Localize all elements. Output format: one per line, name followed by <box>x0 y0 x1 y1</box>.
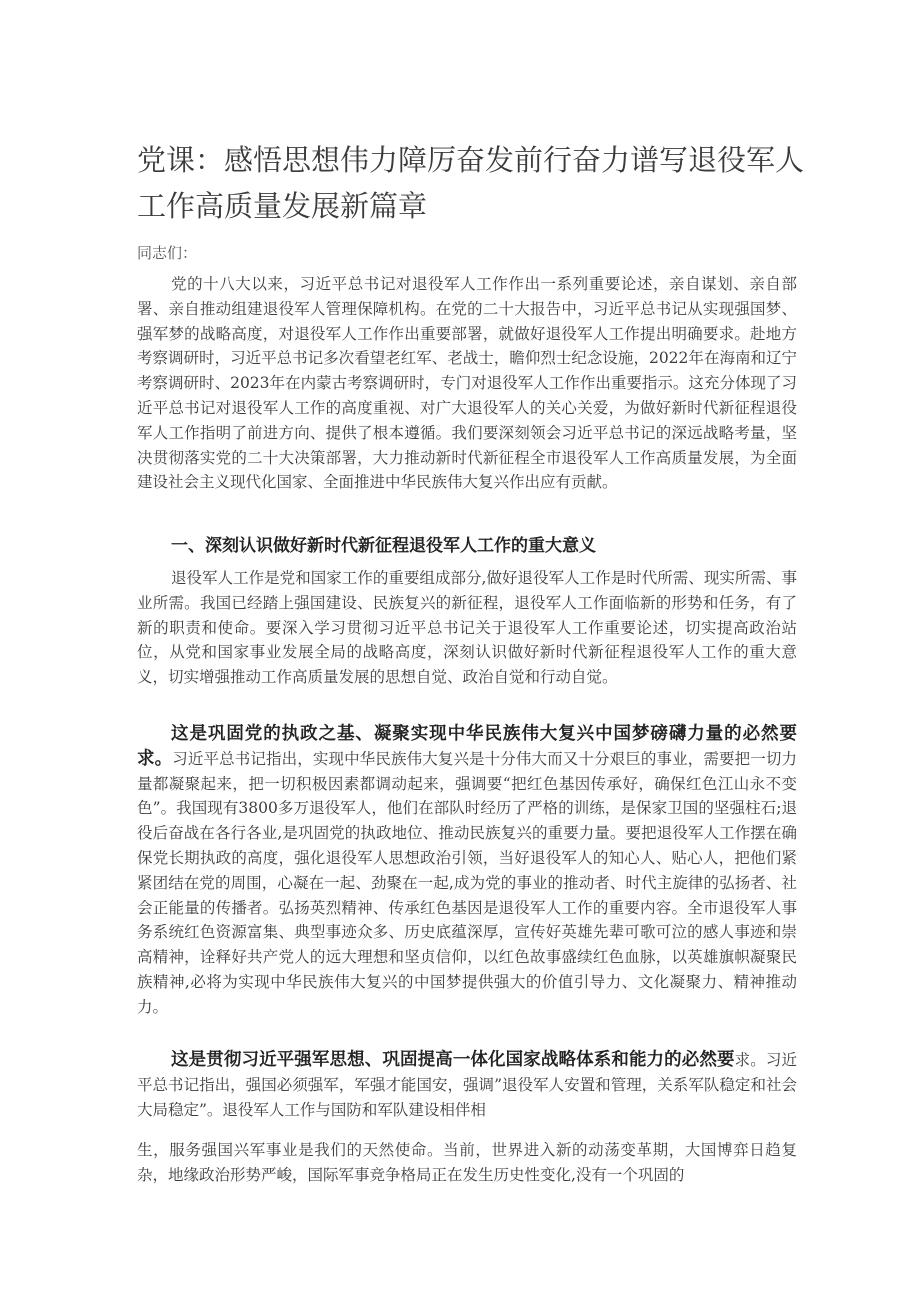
section-heading-1: 一、深刻认识做好新时代新征程退役军人工作的重大意义 <box>171 536 596 556</box>
point2-lead-tail: 求。 <box>734 1051 766 1069</box>
salutation: 同志们： <box>137 244 198 262</box>
point1-body: 习近平总书记指出，实现中华民族伟大复兴是十分伟大而又十分艰巨的事业，需要把一切力量都凝聚起来，把一切积极因素都调动起来，强调要“把红色基因传承好，确保红色江山永不变色”。我国现有3800多万退役军人，他们在部队时经历了严格的训练，是保家卫国的坚强柱石;退役后奋战在各行各业,是巩固党的执政地位、推动民族复兴的重要力量。要把退役军人工作摆在确保党长期执政的高度，强化退役军人思想政治引领，当好退役军人的知心人、贴心人，把他们紧紧团结在党的周围，心凝在一起、劲聚在一起,成为党的事业的推动者、时代主旋律的弘扬者、社会正能量的传播者。弘扬英烈精神、传承红色基因是退役军人工作的重要内容。全市退役军人事务系统红色资源富集、典型事迹众多、历史底蕴深厚，宣传好英雄先辈可歌可泣的感人事迹和崇高精神，诠释好共产党人的远大理想和坚贞信仰，以红色故事盛续红色血脉，以英雄旗帜凝聚民族精神,必将为实现中华民族伟大复兴的中国梦提供强大的价值引导力、文化凝聚力、精神推动力。 <box>137 749 797 1016</box>
section1-paragraph: 退役军人工作是党和国家工作的重要组成部分,做好退役军人工作是时代所需、现实所需、事业所需。我国已经踏上强国建设、民族复兴的新征程，退役军人工作面临新的形势和任务，有了新的职责和使命。要深入学习贯彻习近平总书记关于退役军人工作重要论述，切实提高政治站位，从党和国家事业发展全局的战略高度，深刻认识做好新时代新征程退役军人工作的重大意义，切实增强推动工作高质量发展的思想自觉、政治自觉和行动自觉。 <box>137 569 797 687</box>
point2-lead: 这是贯彻习近平强军思想、巩固提高一体化国家战略体系和能力的必然要 <box>171 1050 735 1070</box>
point2-body-a: 习近平总书记指出，强国必须强军，军强才能国安，强调”退役军人安置和管理，关系军队稳定和社会大局稳定”。退役军人工作与国防和军队建设相伴相 <box>137 1051 797 1119</box>
point1-lead: 这是巩固党的执政之基、凝聚实现中华民族伟大复兴中国梦磅礴力量的必然要求。 <box>137 724 797 769</box>
page-title: 党课：感悟思想伟力障厉奋发前行奋力谱写退役军人工作高质量发展新篇章 <box>137 143 805 223</box>
intro-paragraph: 党的十八大以来，习近平总书记对退役军人工作作出一系列重要论述，亲自谋划、亲自部署、亲自推动组建退役军人管理保障机构。在党的二十大报告中，习近平总书记从实现强国梦、强军梦的战略高度，对退役军人工作作出重要部署，就做好退役军人工作提出明确要求。赴地方考察调研时，习近平总书记多次看望老红军、老战士，瞻仰烈士纪念设施，2022年在海南和辽宁考察调研时、2023年在内蒙古考察调研时，专门对退役军人工作作出重要指示。这充分体现了习近平总书记对退役军人工作的高度重视、对广大退役军人的关心关爱，为做好新时代新征程退役军人工作指明了前进方向、提供了根本遵循。我们要深刻领会习近平总书记的深远战略考量，坚决贯彻落实党的二十大决策部署，大力推动新时代新征程全市退役军人工作高质量发展，为全面建设社会主义现代化国家、全面推进中华民族伟大复兴作出应有贡献。 <box>137 275 797 492</box>
point2-continuation: 生，服务强国兴军事业是我们的天然使命。当前，世界进入新的动荡变革期，大国博弈日趋复杂，地缘政治形势严峻，国际军事竞争格局正在发生历史性变化,没有一个巩固的 <box>137 1141 797 1184</box>
point1-paragraph <box>137 722 797 1020</box>
point2-paragraph <box>137 1048 797 1122</box>
